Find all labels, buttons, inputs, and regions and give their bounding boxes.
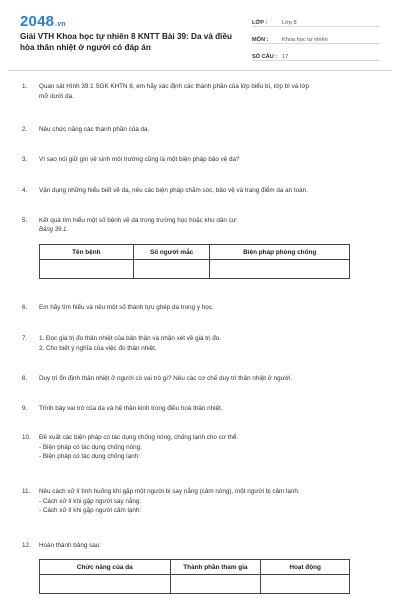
question-text <box>39 186 384 196</box>
page-header <box>0 0 400 64</box>
meta-value: Khoa học tự nhiên <box>282 37 328 43</box>
table-header-cell: Số người mắc <box>133 245 210 260</box>
table-header-row <box>40 245 350 260</box>
question-number: 4. <box>22 187 28 194</box>
question-number: 11. <box>22 488 31 495</box>
disease-table <box>39 244 350 279</box>
header-divider <box>8 70 392 71</box>
meta-row-class <box>252 13 380 27</box>
question-line: mỡ dưới da. <box>39 92 74 100</box>
table-cell[interactable] <box>40 575 171 594</box>
table-header-cell: Tên bệnh <box>40 245 134 260</box>
meta-value: Lớp 8 <box>282 20 297 26</box>
question-text <box>39 334 384 353</box>
table-header-cell: Biện pháp phòng chống <box>210 245 350 260</box>
question-line: - Cách xử lí khi gặp người cảm lạnh: <box>39 507 142 514</box>
document-title: Giải VTH Khoa học tự nhiên 8 KNTT Bài 39: Da và điều hòa thân nhiệt ở người có đáp án <box>20 32 233 52</box>
question-text <box>39 82 384 101</box>
question-text <box>39 541 384 551</box>
logo-text: 2048 <box>20 13 55 30</box>
table-header-cell: Thành phần tham gia <box>170 560 261 575</box>
question-text <box>39 303 384 313</box>
logo-suffix: .vn <box>55 21 66 28</box>
question-line: Quan sát Hình 39.1 SGK KHTN 8, em hãy xác định các thành phần của lớp biểu bì, lớp bì và lớp <box>39 83 310 90</box>
question-line: Kết quả tìm hiểu một số bệnh về da trong trường học hoặc khu dân cư: <box>39 217 238 224</box>
meta-key: LỚP : <box>252 20 268 26</box>
meta-key: MÔN : <box>252 37 269 43</box>
question-text <box>39 216 384 235</box>
table-cell[interactable] <box>210 260 350 279</box>
table-row <box>40 260 350 279</box>
question-line: - Cách xử lí khi gặp người say nắng: <box>39 497 142 505</box>
meta-panel <box>252 13 380 64</box>
question-line: Vận dụng những hiểu biết về da, nêu các biện pháp chăm sóc, bảo vệ và trang điểm da an toàn. <box>39 187 308 194</box>
question-text <box>39 125 384 135</box>
question-line: Đề xuất các biện pháp có tác dụng chống nóng, chống lạnh cho cơ thể. <box>39 434 239 441</box>
meta-row-subject <box>252 30 380 44</box>
table-cell[interactable] <box>170 575 261 594</box>
skin-function-table <box>39 559 350 594</box>
question-line: Duy trì ổn định thân nhiệt ở người có vai trò gì? Nêu các cơ chế duy trì thân nhiệt ở người. <box>39 375 293 382</box>
table-cell[interactable] <box>40 260 134 279</box>
question-number: 8. <box>22 375 28 382</box>
question-line: Em hãy tìm hiểu và nêu một số thành tựu ghép da trong y học. <box>39 304 214 311</box>
question-text <box>39 155 384 165</box>
table-caption: Bảng 39.1. <box>39 226 69 233</box>
question-number: 10. <box>22 434 31 441</box>
meta-row-count <box>252 47 380 61</box>
question-line: Vì sao nói giữ gìn vệ sinh môi trường cũng là một biện pháp bảo vệ da? <box>39 156 240 163</box>
table-row <box>40 575 350 594</box>
question-number: 3. <box>22 156 28 163</box>
question-line: Trình bày vai trò của da và hệ thần kinh trong điều hoà thân nhiệt. <box>39 405 223 412</box>
site-logo[interactable] <box>20 13 66 30</box>
question-line: Nêu chức năng các thành phần của da. <box>39 126 150 133</box>
question-number: 6. <box>22 304 28 311</box>
table-header-cell: Chức năng của da <box>40 560 171 575</box>
question-text <box>39 433 384 462</box>
question-text <box>39 487 384 516</box>
table-cell[interactable] <box>261 575 350 594</box>
question-line: Hoàn thành bảng sau: <box>39 542 101 549</box>
question-number: 12. <box>22 542 31 549</box>
table-cell[interactable] <box>133 260 210 279</box>
question-number: 5. <box>22 217 28 224</box>
question-number: 2. <box>22 126 28 133</box>
question-line: - Biện pháp có tác dụng chống lạnh: <box>39 453 140 460</box>
meta-value: 17 <box>282 54 289 60</box>
question-line: - Biện pháp có tác dụng chống nóng: <box>39 443 142 451</box>
question-line: Nêu cách xử lí tình huống khi gặp một người bị say nắng (cảm nóng), một người bị cảm lạnh. <box>39 488 300 495</box>
question-text <box>39 374 384 384</box>
question-line: 2. Cho biết ý nghĩa của việc đo thân nhiệt. <box>39 344 157 352</box>
question-text <box>39 404 384 414</box>
meta-key: SỐ CÂU : <box>252 54 278 60</box>
table-header-row <box>40 560 350 575</box>
question-number: 9. <box>22 405 28 412</box>
question-number: 7. <box>22 335 28 342</box>
question-number: 1. <box>22 83 28 90</box>
table-header-cell: Hoạt động <box>261 560 350 575</box>
question-line: 1. Đọc giá trị đo thân nhiệt của bản thân và nhận xét về giá trị đo. <box>39 335 222 342</box>
